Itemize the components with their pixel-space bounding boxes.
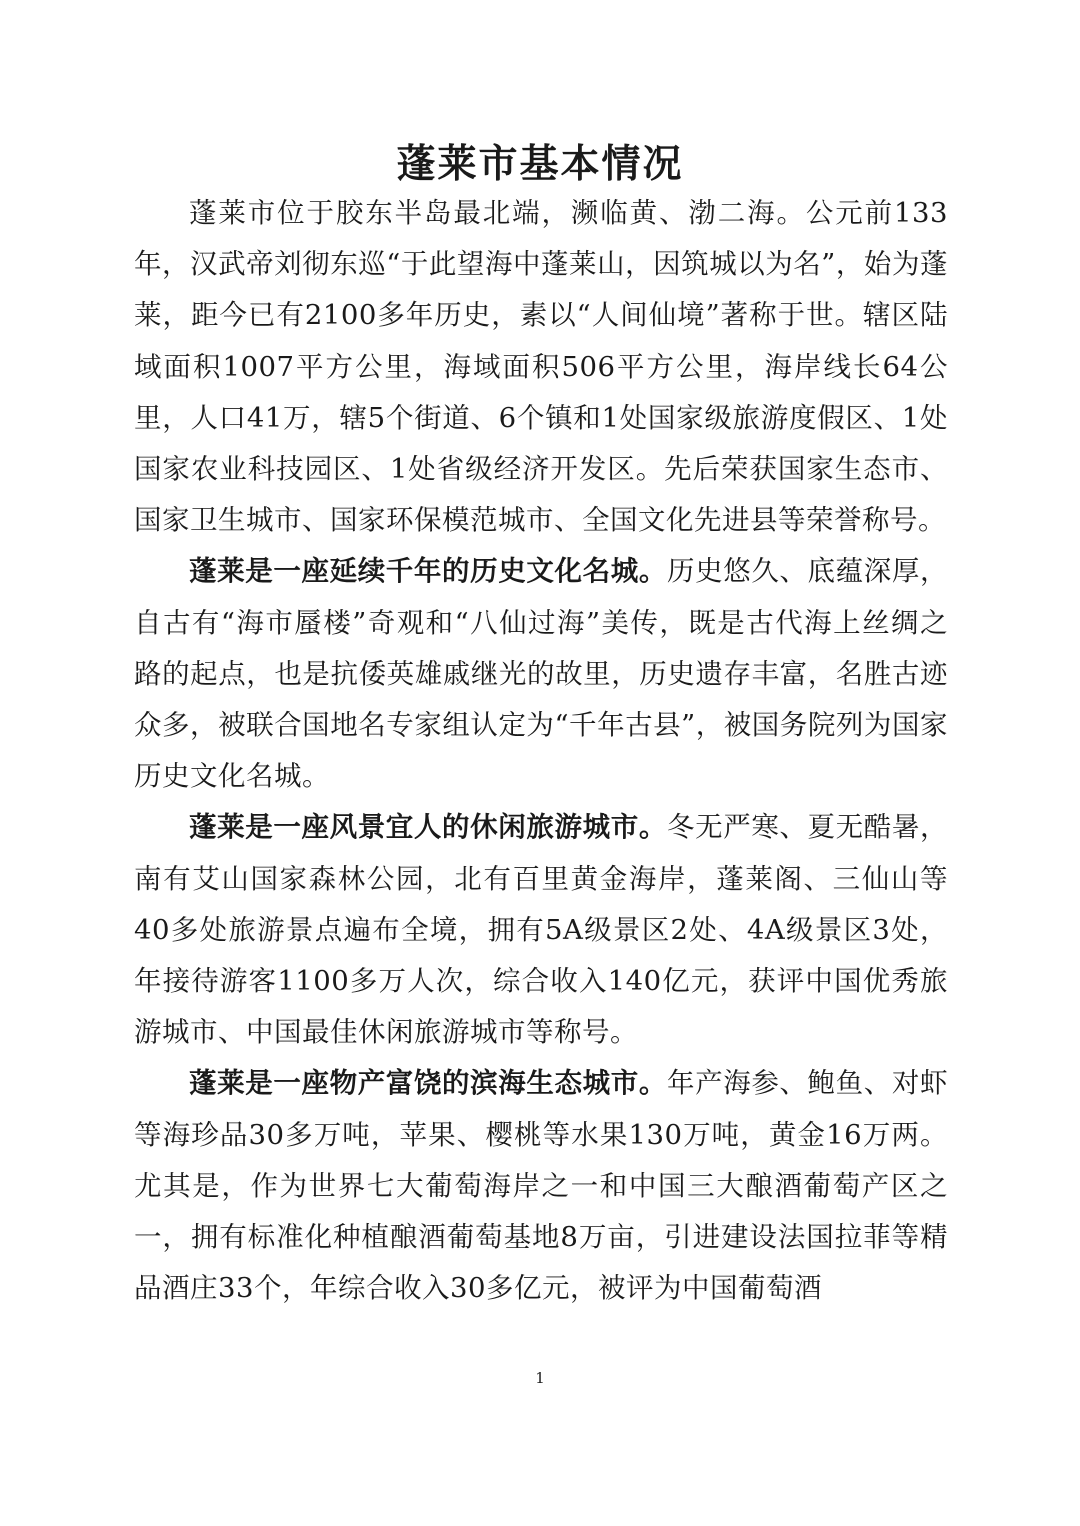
- paragraph-text: 冬无严寒、夏无酷暑，南有艾山国家森林公园，北有百里黄金海岸，蓬莱阁、三仙山等40多处旅游景点遍布全境，拥有5A级景区2处、4A级景区3处，年接待游客1100多万人次，综合收入140亿元，获评中国优秀旅游城市、中国最佳休闲旅游城市等称号。: [134, 811, 949, 1049]
- document-body: [134, 188, 948, 1314]
- paragraph-text: 年产海参、鲍鱼、对虾等海珍品30多万吨，苹果、樱桃等水果130万吨，黄金16万两。尤其是，作为世界七大葡萄海岸之一和中国三大酿酒葡萄产区之一，拥有标准化种植酿酒葡萄基地8万亩，引进建设法国拉菲等精品酒庄33个，年综合收入30多亿元，被评为中国葡萄酒: [134, 1067, 949, 1305]
- document-title: 蓬莱市基本情况: [396, 141, 684, 188]
- paragraph-lead: 蓬莱是一座延续千年的历史文化名城。: [189, 555, 667, 588]
- paragraph-text: 历史悠久、底蕴深厚，自古有“海市蜃楼”奇观和“八仙过海”美传，既是古代海上丝绸之路的起点，也是抗倭英雄戚继光的故里，历史遗存丰富，名胜古迹众多，被联合国地名专家组认定为“千年古县”，被国务院列为国家历史文化名城。: [134, 555, 949, 793]
- paragraph-lead: 蓬莱是一座物产富饶的滨海生态城市。: [189, 1067, 667, 1100]
- paragraph-text: 蓬莱市位于胶东半岛最北端，濒临黄、渤二海。公元前133年，汉武帝刘彻东巡“于此望海中蓬莱山，因筑城以为名”，始为蓬莱，距今已有2100多年历史，素以“人间仙境”著称于世。辖区陆域面积1007平方公里，海域面积506平方公里，海岸线长64公里，人口41万，辖5个街道、6个镇和1处国家级旅游度假区、1处国家农业科技园区、1处省级经济开发区。先后荣获国家生态市、国家卫生城市、国家环保模范城市、全国文化先进县等荣誉称号。: [134, 197, 948, 537]
- paragraph-lead: 蓬莱是一座风景宜人的休闲旅游城市。: [189, 811, 667, 844]
- paragraph-ecology: [134, 1058, 948, 1314]
- paragraph-intro: [134, 188, 948, 546]
- paragraph-tourism: [134, 802, 948, 1058]
- page-number: 1: [535, 1369, 545, 1387]
- paragraph-history: [134, 546, 948, 802]
